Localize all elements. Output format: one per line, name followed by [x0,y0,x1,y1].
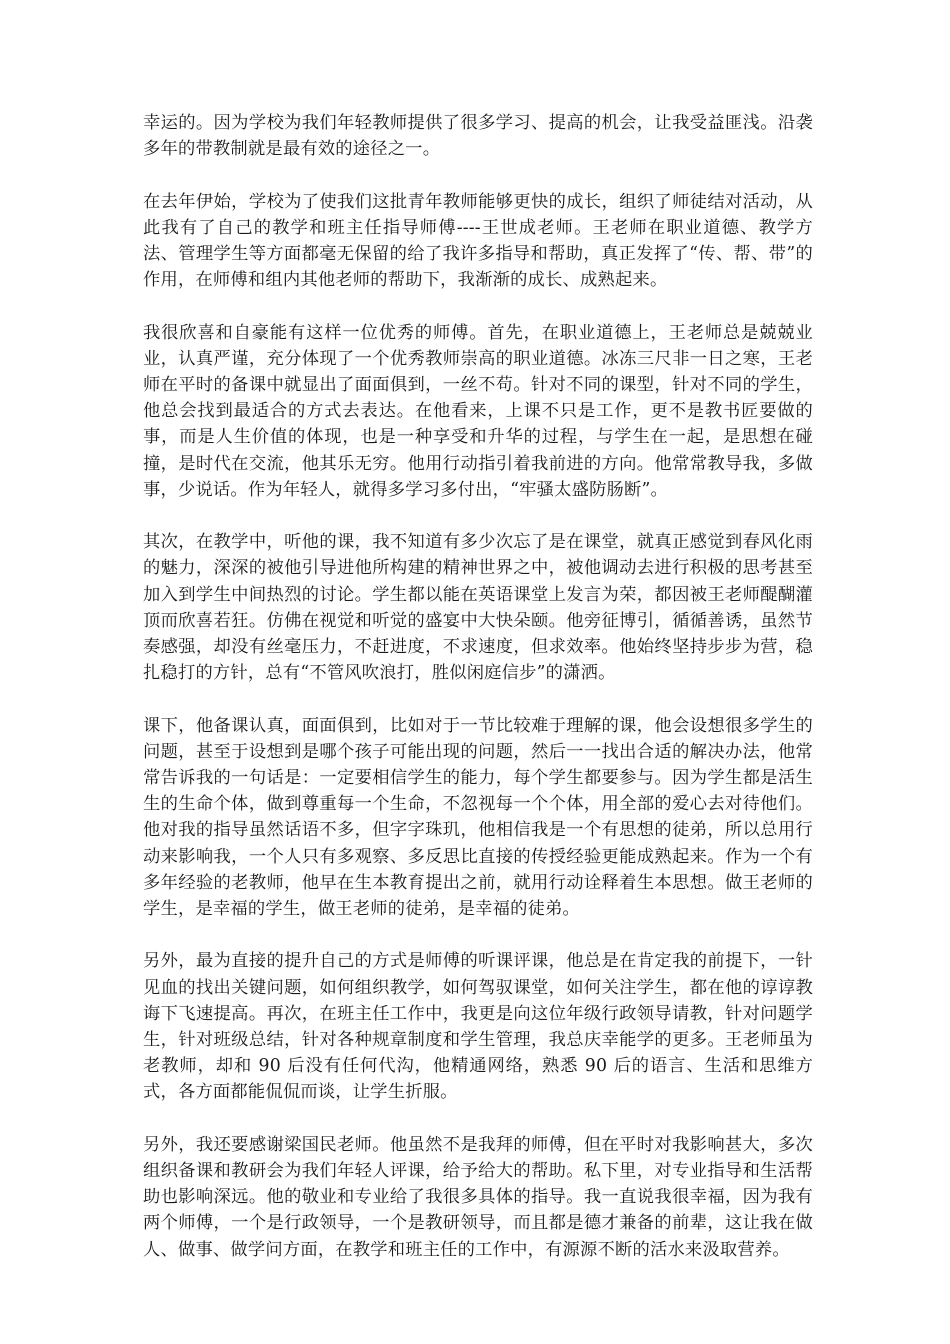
paragraph-5: 课下，他备课认真，面面俱到，比如对于一节比较难于理解的课，他会设想很多学生的问题，甚至于设想到是哪个孩子可能出现的问题，然后一一找出合适的解决办法，他常常告诉我的一句话是：一定要相信学生的能力，每个学生都要参与。因为学生都是活生生的生命个体，做到尊重每一个生命，不忽视每一个个体，用全部的爱心去对待他们。他对我的指导虽然话语不多，但字字珠玑，他相信我是一个有思想的徒弟，所以总用行动来影响我，一个人只有多观察、多反思比直接的传授经验更能成熟起来。作为一个有多年经验的老教师，他早在生本教育提出之前，就用行动诠释着生本思想。做王老师的学生，是幸福的学生，做王老师的徒弟，是幸福的徒弟。 [143,715,813,920]
paragraph-4: 其次，在教学中，听他的课，我不知道有多少次忘了是在课堂，就真正感觉到春风化雨的魅力，深深的被他引导进他所构建的精神世界之中，被他调动去进行积极的思考甚至加入到学生中间热烈的讨论。学生都以能在英语课堂上发言为荣，都因被王老师醍醐灌顶而欣喜若狂。仿佛在视觉和听觉的盛宴中大快朵颐。他旁征博引，循循善诱，虽然节奏感强，却没有丝毫压力，不赶进度，不求速度，但求效率。他始终坚持步步为营，稳扎稳打的方针，总有“不管风吹浪打，胜似闲庭信步”的潇洒。 [143,532,813,684]
paragraph-7: 另外，我还要感谢梁国民老师。他虽然不是我拜的师傅，但在平时对我影响甚大，多次组织备课和教研会为我们年轻人评课，给予给大的帮助。私下里，对专业指导和生活帮助也影响深远。他的敬业和专业给了我很多具体的指导。我一直说我很幸福，因为我有两个师傅，一个是行政领导，一个是教研领导，而且都是德才兼备的前辈，这让我在做人、做事、做学问方面，在教学和班主任的工作中，有源源不断的活水来汲取营养。 [143,1134,813,1260]
document-body [143,110,813,1289]
paragraph-2: 在去年伊始，学校为了使我们这批青年教师能够更快的成长，组织了师徒结对活动，从此我有了自己的教学和班主任指导师傅----王世成老师。王老师在职业道德、教学方法、管理学生等方面都毫无保留的给了我许多指导和帮助，真正发挥了“传、帮、带”的作用，在师傅和组内其他老师的帮助下，我渐渐的成长、成熟起来。 [143,191,813,291]
paragraph-1: 幸运的。因为学校为我们年轻教师提供了很多学习、提高的机会，让我受益匪浅。沿袭多年的带教制就是最有效的途径之一。 [143,113,813,160]
paragraph-6: 另外，最为直接的提升自己的方式是师傅的听课评课，他总是在肯定我的前提下，一针见血的找出关键问题，如何组织教学，如何驾驭课堂，如何关注学生，都在他的谆谆教诲下飞速提高。再次，在班主任工作中，我更是向这位年级行政领导请教，针对问题学生，针对班级总结，针对各种规章制度和学生管理，我总庆幸能学的更多。王老师虽为老教师，却和 90 后没有任何代沟，他精通网络，熟悉 90 后的语言、生活和思维方式，各方面都能侃侃而谈，让学生折服。 [143,951,813,1103]
paragraph-3: 我很欣喜和自豪能有这样一位优秀的师傅。首先，在职业道德上，王老师总是兢兢业业，认真严谨，充分体现了一个优秀教师崇高的职业道德。冰冻三尺非一日之寒，王老师在平时的备课中就显出了面面俱到，一丝不苟。针对不同的课型，针对不同的学生，他总会找到最适合的方式去表达。在他看来，上课不只是工作，更不是教书匠要做的事，而是人生价值的体现，也是一种享受和升华的过程，与学生在一起，是思想在碰撞，是时代在交流，他其乐无穷。他用行动指引着我前进的方向。他常常教导我，多做事，少说话。作为年轻人，就得多学习多付出，“牢骚太盛防肠断”。 [143,322,813,500]
